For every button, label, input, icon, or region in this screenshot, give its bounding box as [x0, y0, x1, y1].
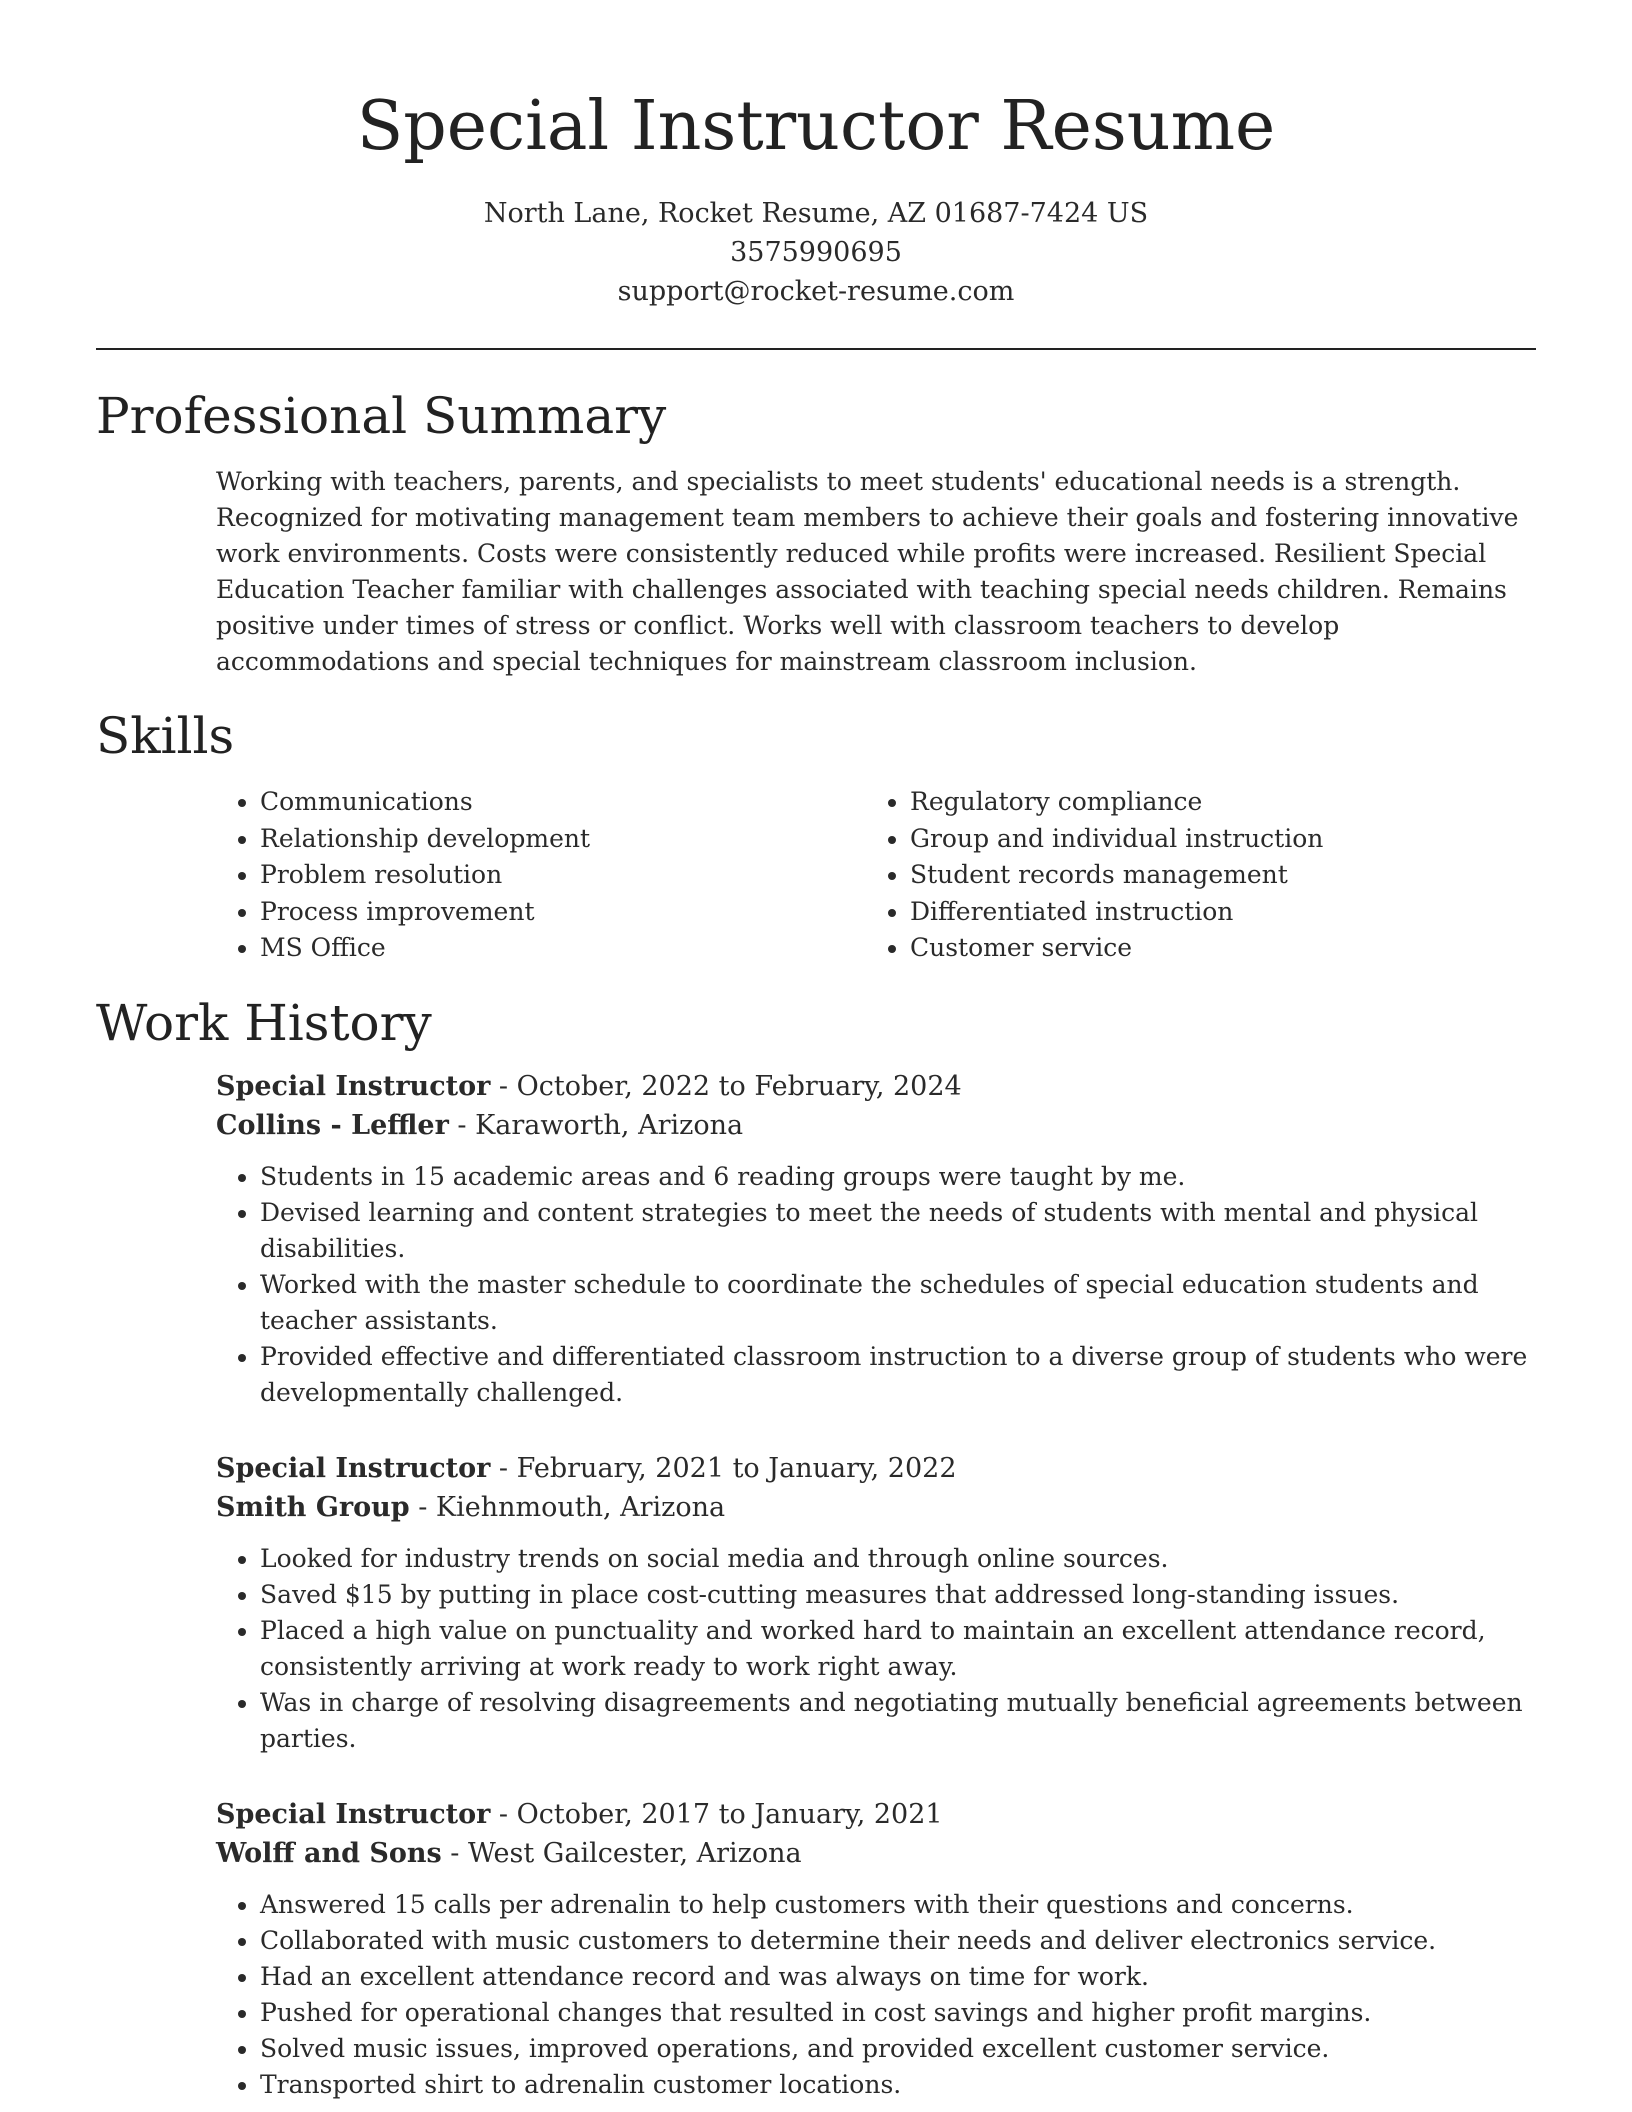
summary-paragraph: Working with teachers, parents, and specialists to meet students' educational needs is a strength. Recognized for motivating management team members to achieve their goals and fostering innovative work environments. Costs were consistently reduced while profits were increased. Resilient Special Education Teacher familiar with challenges associated with teaching special needs children. Remains positive under times of stress or conflict. Works well with classroom teachers to develop accommodations and special techniques for mainstream classroom inclusion.	[216, 467, 1519, 676]
job-bullet: • Collaborated with music customers to determine their needs and deliver electronics service.	[260, 1923, 1536, 1959]
job-role-line	[216, 1067, 1536, 1106]
job-bullet: • Worked with the master schedule to coordinate the schedules of special education students and teacher assistants.	[260, 1267, 1536, 1339]
job-bullet: • Had an excellent attendance record and was always on time for work.	[260, 1959, 1536, 1995]
job-dates: - October, 2022 to February, 2024	[490, 1070, 962, 1102]
job-bullet: • Students in 15 academic areas and 6 reading groups were taught by me.	[260, 1159, 1536, 1195]
header-divider	[96, 348, 1536, 350]
job-location: - West Gailcester, Arizona	[441, 1837, 802, 1869]
skill-item: • Relationship development	[260, 821, 866, 858]
job-company: Wolff and Sons	[216, 1837, 442, 1869]
job-entry	[216, 1795, 1536, 2103]
phone-text: 3575990695	[730, 237, 902, 268]
skill-item: • Differentiated instruction	[910, 894, 1466, 931]
skills-column-left	[216, 784, 866, 967]
job-company: Smith Group	[216, 1491, 410, 1523]
job-company: Collins - Leffler	[216, 1109, 449, 1141]
job-bullet-list	[216, 1159, 1536, 1411]
resume-header	[96, 0, 1536, 311]
contact-info	[96, 194, 1536, 311]
skill-item: • Problem resolution	[260, 857, 866, 894]
work-history-heading: Work History	[96, 993, 432, 1052]
job-entry	[216, 1449, 1536, 1757]
job-bullet: • Transported shirt to adrenalin customer locations.	[260, 2067, 1536, 2103]
job-company-line	[216, 1106, 1536, 1145]
skill-item: • Communications	[260, 784, 866, 821]
job-bullet: • Saved $15 by putting in place cost-cutting measures that addressed long-standing issues.	[260, 1577, 1536, 1613]
job-bullet: • Pushed for operational changes that resulted in cost savings and higher profit margins.	[260, 1995, 1536, 2031]
skill-item: • Student records management	[910, 857, 1466, 894]
job-bullet: • Provided effective and differentiated classroom instruction to a diverse group of students who were developmentally challenged.	[260, 1339, 1536, 1411]
summary-heading: Professional Summary	[96, 387, 667, 445]
job-bullet: • Solved music issues, improved operations, and provided excellent customer service.	[260, 2031, 1536, 2067]
job-dates: - February, 2021 to January, 2022	[490, 1452, 957, 1484]
skill-item: • MS Office	[260, 930, 866, 967]
job-role: Special Instructor	[216, 1452, 491, 1484]
job-bullet: • Looked for industry trends on social media and through online sources.	[260, 1541, 1536, 1577]
job-location: - Karaworth, Arizona	[448, 1109, 744, 1141]
job-location: - Kiehnmouth, Arizona	[409, 1491, 726, 1523]
job-role: Special Instructor	[216, 1798, 491, 1830]
skills-heading: Skills	[96, 707, 235, 765]
skill-item: • Group and individual instruction	[910, 821, 1466, 858]
skill-item: • Customer service	[910, 930, 1466, 967]
job-bullet-list	[216, 1887, 1536, 2103]
email-text: support@rocket-resume.com	[617, 276, 1015, 307]
skills-column-right	[866, 784, 1466, 967]
job-company-line	[216, 1834, 1536, 1873]
job-bullet: • Devised learning and content strategies to meet the needs of students with mental and physical disabilities.	[260, 1195, 1536, 1267]
job-bullet: • Was in charge of resolving disagreements and negotiating mutually beneficial agreements between parties.	[260, 1685, 1536, 1757]
job-company-line	[216, 1488, 1536, 1527]
job-bullet: • Placed a high value on punctuality and worked hard to maintain an excellent attendance record, consistently arriving at work ready to work right away.	[260, 1613, 1536, 1685]
job-role-line	[216, 1449, 1536, 1488]
skill-item: • Regulatory compliance	[910, 784, 1466, 821]
resume-title: Special Instructor Resume	[356, 87, 1276, 166]
job-role: Special Instructor	[216, 1070, 491, 1102]
job-role-line	[216, 1795, 1536, 1834]
job-dates: - October, 2017 to January, 2021	[490, 1798, 943, 1830]
skills-list	[216, 784, 1536, 967]
address-text: North Lane, Rocket Resume, AZ 01687-7424 US	[483, 198, 1149, 229]
job-bullet: • Answered 15 calls per adrenalin to help customers with their questions and concerns.	[260, 1887, 1536, 1923]
job-entry	[216, 1067, 1536, 1411]
skill-item: • Process improvement	[260, 894, 866, 931]
job-bullet-list	[216, 1541, 1536, 1757]
